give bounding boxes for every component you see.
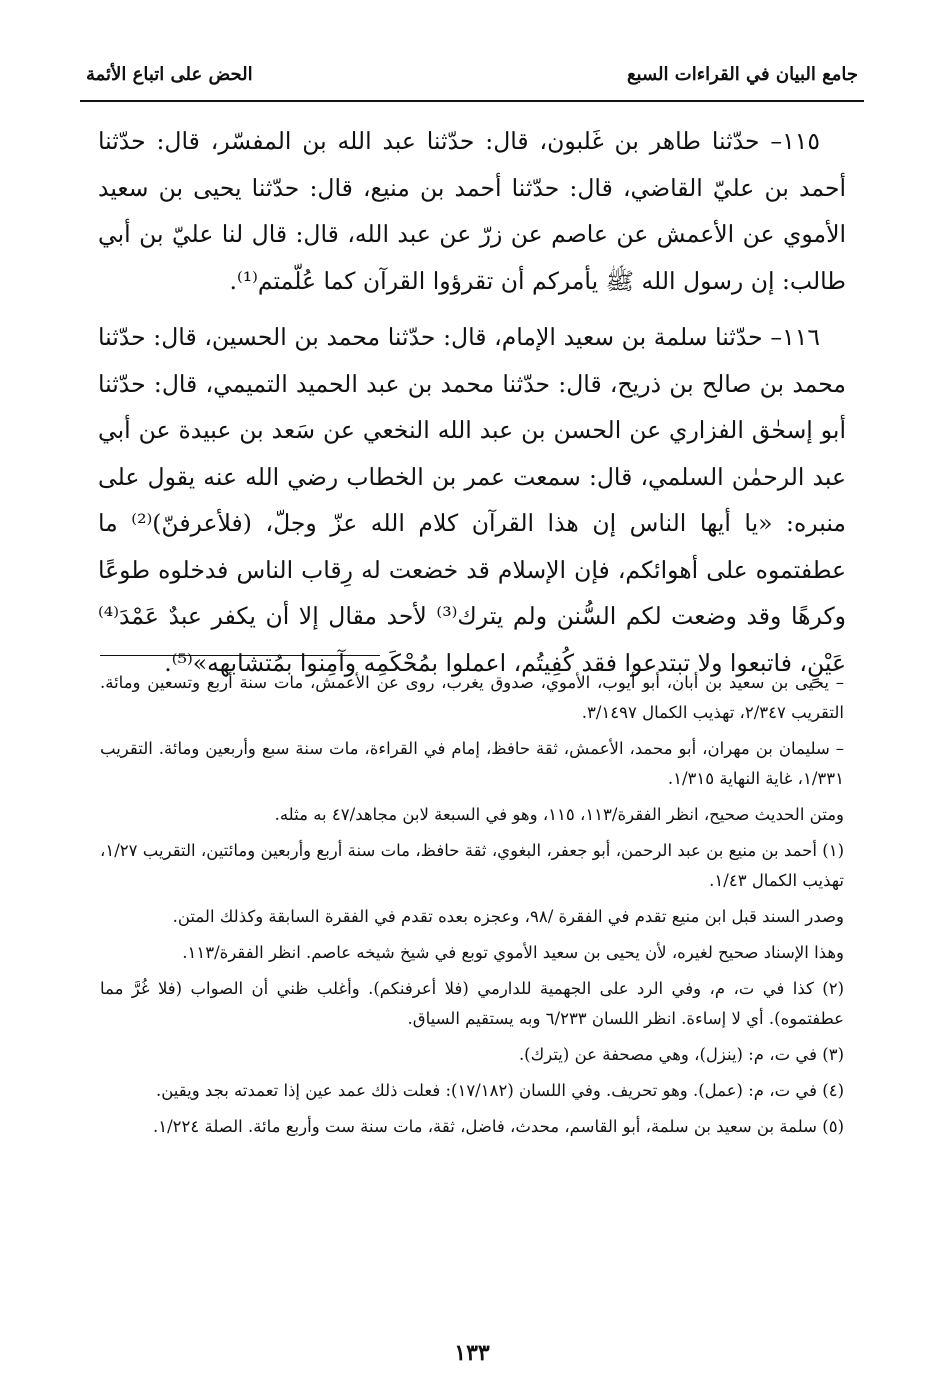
footnote: ومتن الحديث صحيح، انظر الفقرة/١١٣، ١١٥، وهو في السبعة لابن مجاهد/٤٧ به مثله. (274, 805, 844, 824)
footnote: (٤) في ت، م: (عمل). وهو تحريف. وفي اللسان (١٧/١٨٢): فعلت ذلك عمد عين إذا تعمدته بجد ويقين. (155, 1081, 844, 1100)
paragraph-116: ١١٦– حدّثنا سلمة بن سعيد الإمام، قال: حدّثنا محمد بن الحسين، قال: حدّثنا محمد بن صالح بن ذريح، قال: حدّثنا محمد بن عبد الحميد التميمي، قال: حدّثنا أبو إسحٰق الفزاري عن الحسن بن عبد الله النخعي عن سَعد بن عبيدة عن أبي عبد الرحمٰن السلمي، قال: سمعت عمر بن الخطاب رضي الله عنه يقول على منبره: «يا أيها الناس إن هذا القرآن كلام الله عزّ وجلّ، (فلأعرفنّ)⁽²⁾ ما عطفتموه على أهوائكم، فإن الإسلام قد خضعت له رِقاب الناس فدخلوه طوعًا وكرهًا وقد وضعت لكم السُّنن ولم يترك⁽³⁾ لأحد مقال إلا أن يكفر عبدٌ عَمْدَ⁽⁴⁾ عَيْنٍ، فاتبعوا ولا تبتدعوا فقد كُفِيتُم، اعملوا بمُحْكَمِه وآمِنوا بمُتشابهه»⁽⁵⁾. (98, 323, 846, 677)
footnote: وصدر السند قبل ابن منيع تقدم في الفقرة /٩٨، وعجزه بعده تقدم في الفقرة السابقة وكذلك المتن. (172, 907, 844, 926)
running-header (86, 64, 858, 94)
main-text (98, 118, 846, 696)
header-divider (80, 100, 864, 102)
footnote: (٣) في ت، م: (ينزل)، وهي مصحفة عن (يترك). (518, 1045, 844, 1064)
footnote: – سليمان بن مهران، أبو محمد، الأعمش، ثقة حافظ، إمام في القراءة، مات سنة سبع وأربعين ومائة. التقريب ١/٣٣١، غاية النهاية ١/٣١٥. (100, 739, 844, 788)
paragraph-115: ١١٥– حدّثنا طاهر بن غَلبون، قال: حدّثنا عبد الله بن المفسّر، قال: حدّثنا أحمد بن عليّ القاضي، قال: حدّثنا أحمد بن منيع، قال: حدّثنا يحيى بن سعيد الأموي عن الأعمش عن عاصم عن زرّ عن عبد الله، قال: قال لنا عليّ بن أبي طالب: إن رسول الله ﷺ يأمركم أن تقرؤوا القرآن كما عُلّمتم⁽¹⁾. (98, 127, 846, 295)
footnote: (٥) سلمة بن سعيد بن سلمة، أبو القاسم، محدث، فاضل، ثقة، مات سنة ست وأربع مائة. الصلة ١/٢٢٤. (152, 1117, 844, 1136)
footnote: (١) أحمد بن منيع بن عبد الرحمن، أبو جعفر، البغوي، ثقة حافظ، مات سنة أربع وأربعين ومائتين، التقريب ١/٢٧، تهذيب الكمال ١/٤٣. (100, 841, 844, 890)
chapter-title: الحض على اتباع الأئمة (86, 64, 253, 85)
footnote-divider (100, 655, 380, 656)
footnote: – يحيى بن سعيد بن أبان، أبو أيوب، الأموي، صدوق يغرب، روى عن الأعمش، مات سنة أربع وتسعين ومائة. التقريب ٢/٣٤٧، تهذيب الكمال ٣/١٤٩٧. (100, 673, 844, 722)
footnotes (100, 668, 844, 1148)
footnote: (٢) كذا في ت، م، وفي الرد على الجهمية للدارمي (فلا أعرفنكم). وأغلب ظني أن الصواب (فلا غُرَّ مما عطفتموه). أي لا إساءة. انظر اللسان ٦/٢٣٣ وبه يستقيم السياق. (100, 979, 844, 1028)
footnote: وهذا الإسناد صحيح لغيره، لأن يحيى بن سعيد الأموي توبع في شيخ شيخه عاصم. انظر الفقرة/١١٣. (182, 943, 844, 962)
book-title: جامع البيان في القراءات السبع (626, 64, 858, 85)
page-number: ١٣٣ (454, 1340, 490, 1366)
